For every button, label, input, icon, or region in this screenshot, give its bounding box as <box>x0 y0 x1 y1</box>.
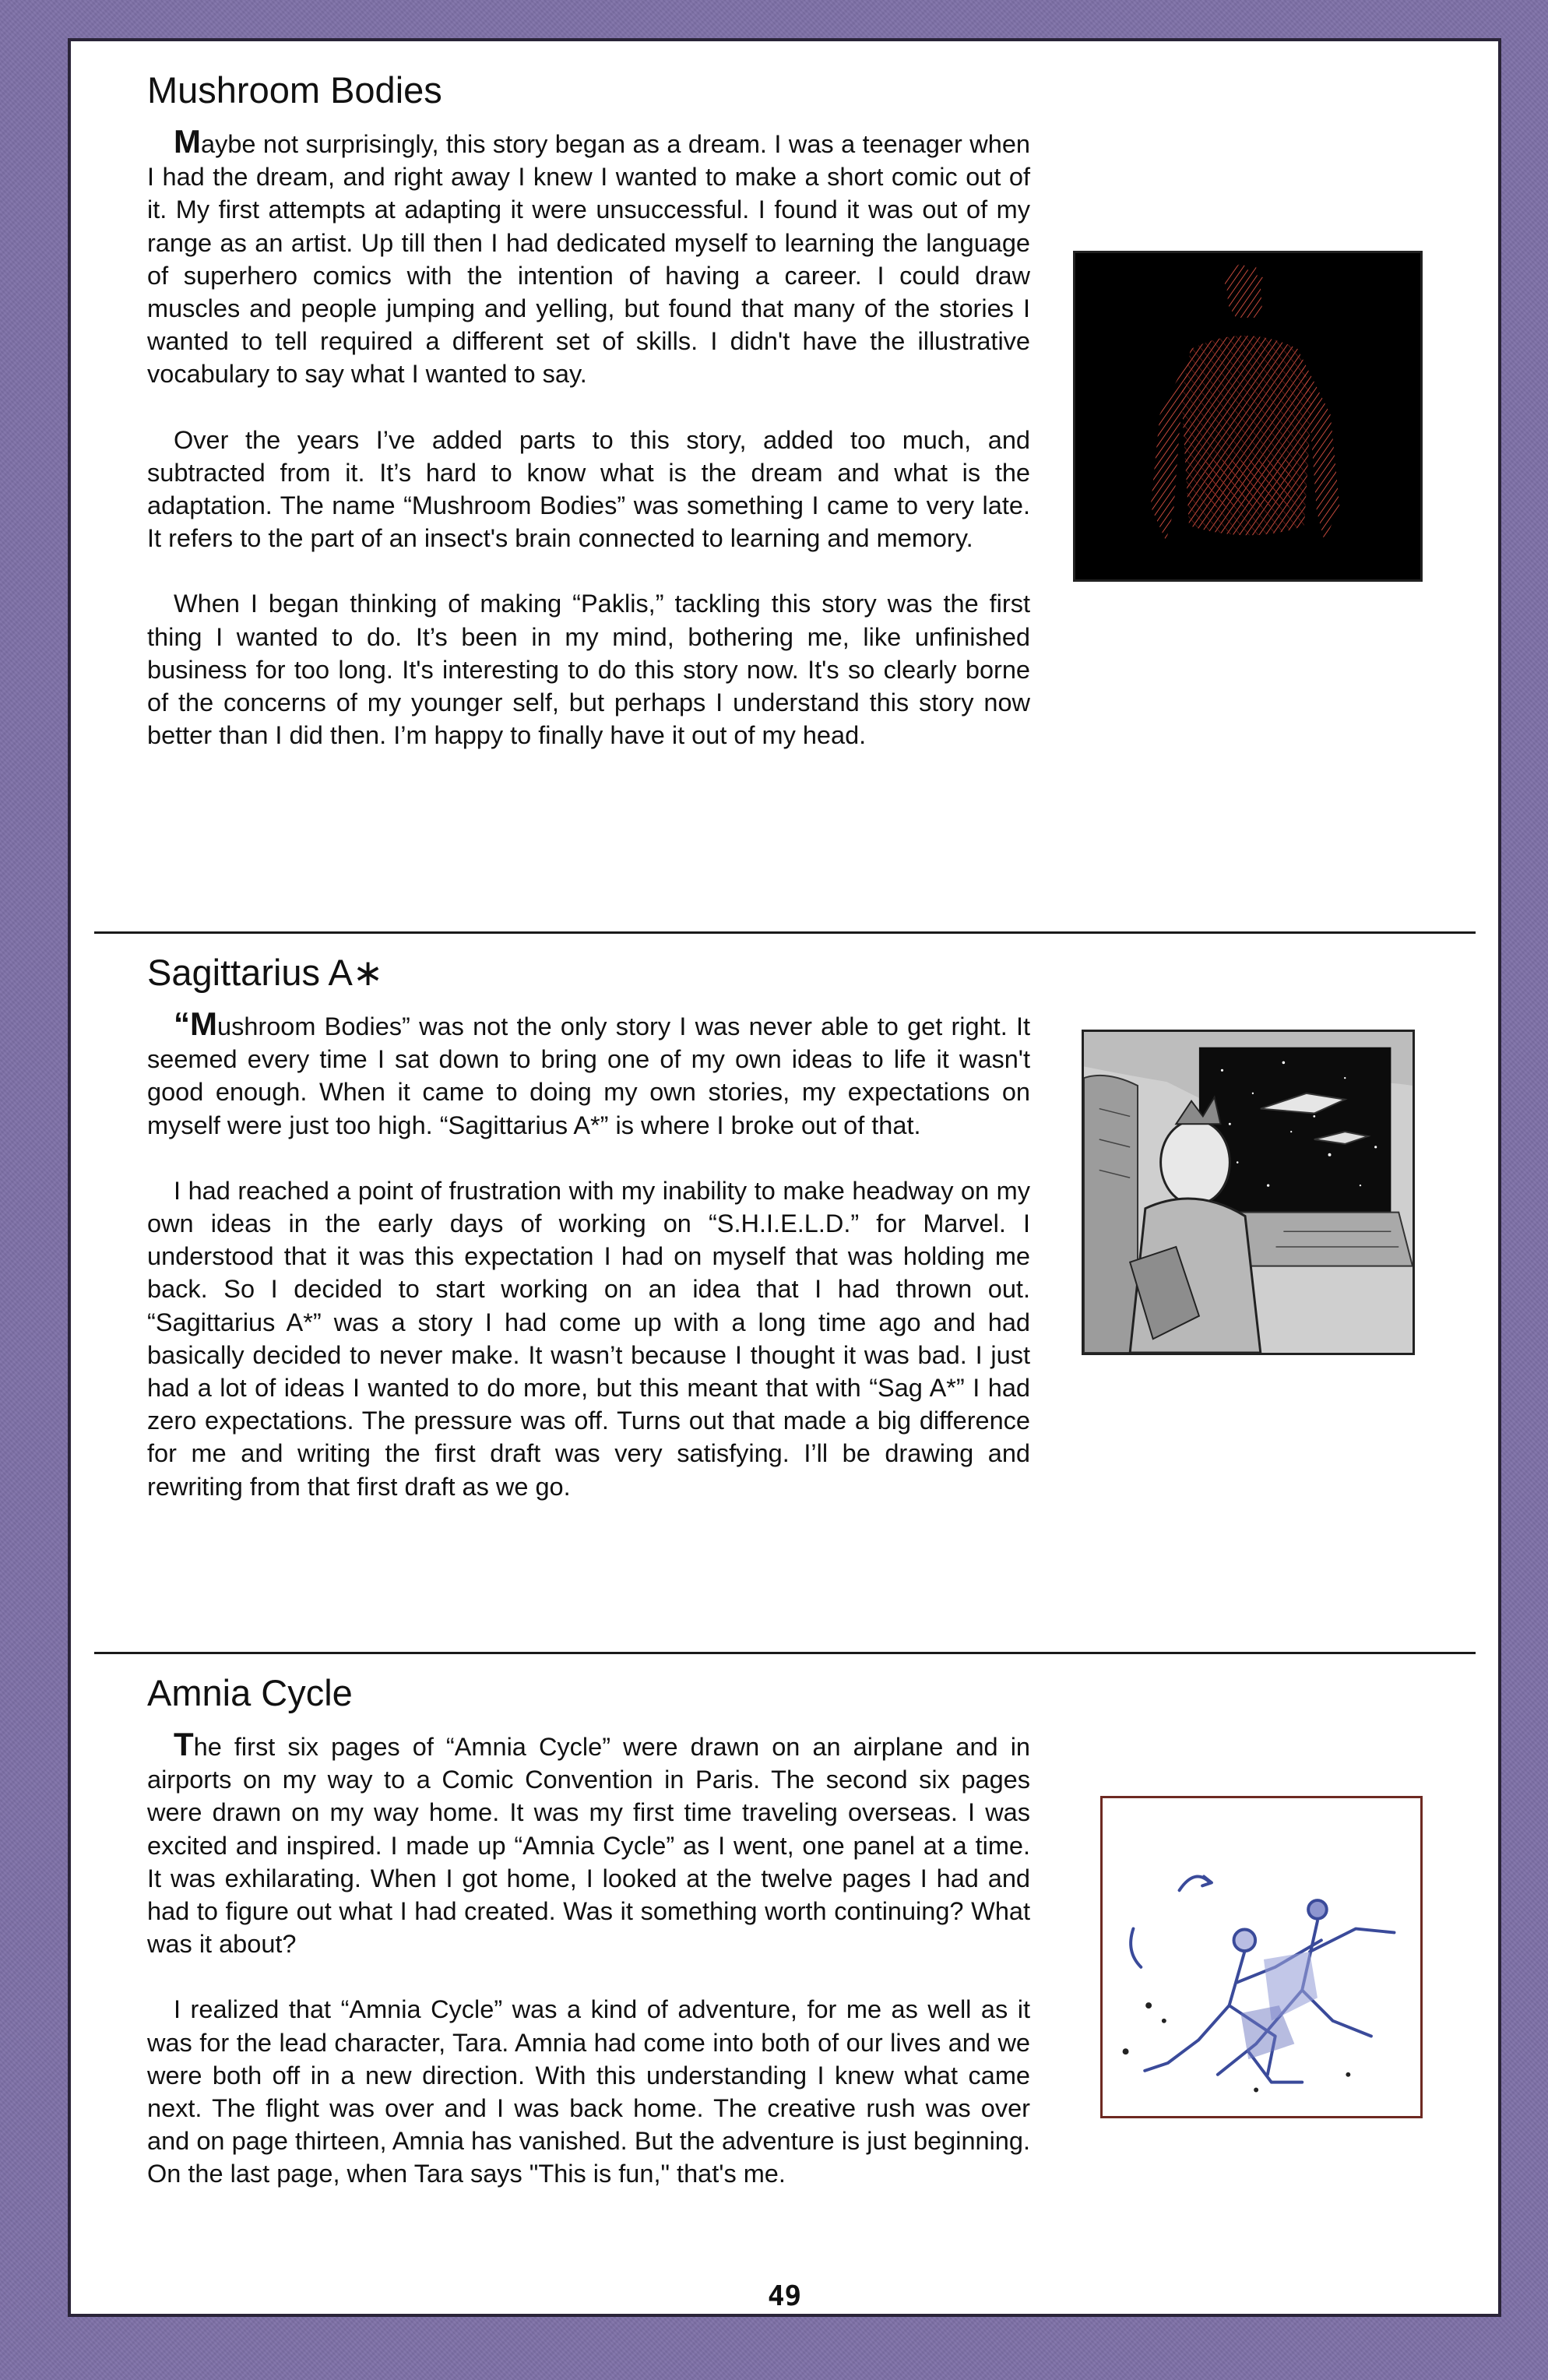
paragraph: Over the years I’ve added parts to this story, added too much, and subtracted from it. It’s hard to know what is the dream and what is the adaptation. The name “Mushroom Bodies” was something I came to very late. It refers to the part of an insect's brain connected to learning and memory. <box>147 425 1030 553</box>
paragraph: Maybe not surprisingly, this story began as a dream. I was a teenager when I had the dream, and right away I knew I wanted to make a short comic out of it. My first attempts at adapting it were unsuccessful. I found it was out of my range as an artist. Up till then I had dedicated myself to learning the language of superhero comics with the intention of having a career. I could draw muscles and people jumping and yelling, but found that many of the stories I wanted to tell required a different set of skills. I didn't have the illustrative vocabulary to say what I wanted to say. <box>147 123 1030 389</box>
paragraph: I realized that “Amnia Cycle” was a kind of adventure, for me as well as it was for the lead character, Tara. Amnia had come into both of our lives and we were both off in a new direction. With this understanding I knew what came next. The flight was over and I was back home. The creative rush was over and on page thirteen, Amnia has vanished. But the adventure is just beginning. On the last page, when Tara says "This is fun," that's me. <box>147 1995 1030 2188</box>
paragraph: When I began thinking of making “Paklis,” tackling this story was the first thing I wanted to do. It’s been in my mind, bothering me, like unfinished business for too long. It's interesting to do this story now. It's so clearly borne of the concerns of my younger self, but perhaps I understand this story now better than I did then. I’m happy to finally have it out of my head. <box>147 590 1030 750</box>
drop-cap: M <box>174 123 201 160</box>
page-number: 49 <box>767 2280 802 2312</box>
drop-cap: “M <box>174 1005 217 1042</box>
section-title: Mushroom Bodies <box>147 69 442 111</box>
section-body <box>147 1005 1030 1536</box>
section-body <box>147 1728 1030 2223</box>
section-title: Amnia Cycle <box>147 1672 353 1713</box>
section-amnia-cycle <box>71 1652 1498 2320</box>
drop-cap: T <box>174 1726 194 1762</box>
paragraph: I had reached a point of frustration with my inability to make headway on my own ideas in the early days of working on “S.H.I.E.L.D.” for Marvel. I understood that it was this expectation I had on myself that was holding me back. So I decided to start working on an idea that I had thrown out. “Sagittarius A*” was a story I had come up with a long time ago and had basically decided to never make. It wasn’t because I thought it was bad. I just had a lot of ideas I wanted to do more, but this meant that with “Sag A*” I had zero expectations. The pressure was off. Turns out that made a big difference for me and writing the first draft was very satisfying. I’ll be drawing and rewriting from that first draft as we go. <box>147 1176 1030 1501</box>
amnia-cycle-illustration <box>1100 1796 1423 2118</box>
section-body <box>147 125 1030 784</box>
section-sagittarius-a <box>71 931 1498 1652</box>
mushroom-bodies-illustration <box>1073 251 1423 582</box>
paragraph: “Mushroom Bodies” was not the only story I was never able to get right. It seemed every time I sat down to bring one of my own ideas to life it wasn't good enough. When it came to doing my own stories, my expectations on myself were just too high. “Sagittarius A*” is where I broke out of that. <box>147 1005 1030 1139</box>
section-mushroom-bodies <box>71 41 1498 931</box>
paragraph: The first six pages of “Amnia Cycle” were drawn on an airplane and in airports on my way to a Comic Convention in Paris. The second six pages were drawn on my way home. It was my first time traveling overseas. I was excited and inspired. I made up “Amnia Cycle” as I went, one panel at a time. It was exhilarating. When I got home, I looked at the twelve pages I had and had to figure out what I had created. Was it something worth continuing? What was it about? <box>147 1726 1030 1959</box>
sagittarius-illustration <box>1082 1030 1415 1355</box>
article-page <box>68 38 1501 2317</box>
section-title: Sagittarius A∗ <box>147 952 384 993</box>
